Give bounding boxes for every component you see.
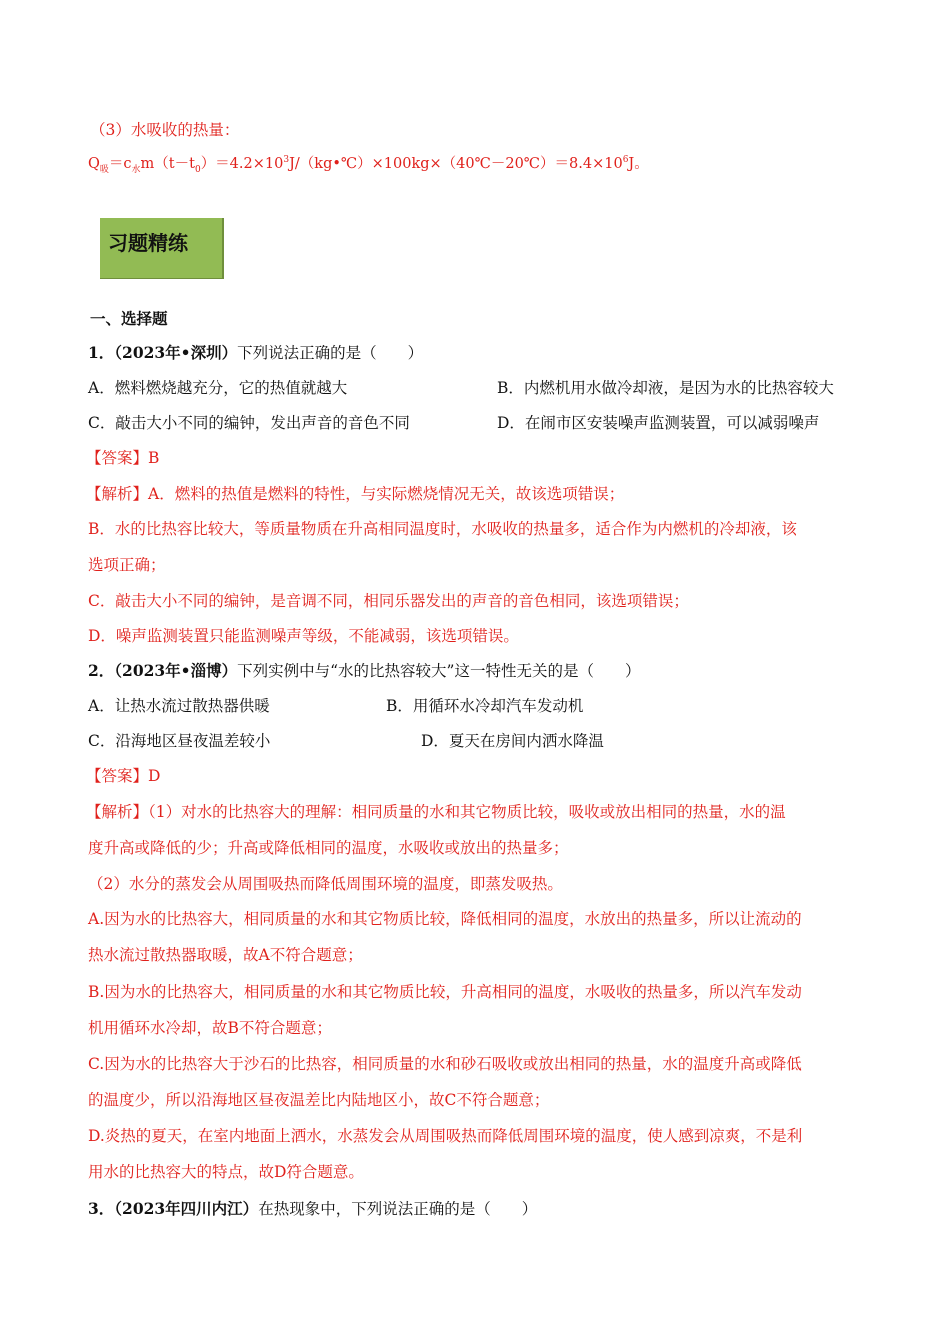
q2-option-c: C．沿海地区昼夜温差较小	[88, 732, 271, 750]
q2-option-b: B．用循环水冷却汽车发动机	[386, 697, 584, 715]
q1-answer	[86, 448, 159, 468]
q3-source: （2023年四川内江）	[114, 1199, 259, 1218]
q1-analysis-2b: 选项正确；	[88, 556, 166, 574]
q2-number: 2．	[88, 661, 115, 680]
q2-analysis-1a-text: （1）对水的比热容大的理解：相同质量的水和其它物质比较，吸收或放出相同的热量，水的温	[148, 803, 786, 821]
formula-exp2: 6	[622, 155, 629, 166]
q1-source: （2023年•深圳）	[114, 343, 238, 362]
section-header-box	[100, 218, 224, 279]
q2-analysis-d2: 用水的比热容大的特点，故D符合题意。	[88, 1163, 364, 1181]
q1-answer-value: B	[148, 449, 160, 467]
solution-part3-label: （3）水吸收的热量：	[90, 121, 240, 139]
q2-option-d: D．夏天在房间内洒水降温	[421, 732, 604, 750]
question-2-stem	[88, 661, 640, 681]
q2-stem-text: 下列实例中与“水的比热容较大”这一特性无关的是（ ）	[237, 662, 641, 680]
q2-analysis-a1: A.因为水的比热容大，相同质量的水和其它物质比较，降低相同的温度，水放出的热量多，所以让流动的	[88, 910, 802, 928]
formula-q: Q	[88, 156, 100, 172]
q2-analysis-1a	[86, 802, 786, 822]
q2-analysis-1b: 度升高或降低的少；升高或降低相同的温度，水吸收或放出的热量多；	[88, 839, 569, 857]
formula-q-sub: 吸	[99, 164, 109, 175]
q1-number: 1．	[88, 343, 115, 362]
q2-analysis-c2: 的温度少，所以沿海地区昼夜温差比内陆地区小，故C不符合题意；	[88, 1091, 550, 1109]
q2-analysis-a2: 热水流过散热器取暖，故A不符合题意；	[88, 946, 363, 964]
q1-answer-label: 【答案】	[86, 449, 149, 467]
q1-option-d: D．在闹市区安装噪声监测装置，可以减弱噪声	[497, 414, 820, 432]
q2-analysis-2: （2）水分的蒸发会从周围吸热而降低周围环境的温度，即蒸发吸热。	[88, 875, 563, 893]
q1-analysis-4: D．噪声监测装置只能监测噪声等级，不能减弱，该选项错误。	[88, 627, 519, 645]
section-title: 习题精练	[108, 231, 188, 255]
q2-option-a: A．让热水流过散热器供暖	[88, 697, 270, 715]
formula-mid: m（t－t	[140, 156, 195, 172]
question-3-stem	[88, 1199, 537, 1219]
q3-number: 3．	[88, 1199, 115, 1218]
formula-c-sub: 水	[131, 164, 141, 175]
q2-analysis-label: 【解析】	[86, 803, 149, 821]
formula-t0-sub: 0	[194, 164, 201, 175]
q1-analysis-2a: B．水的比热容比较大，等质量物质在升高相同温度时，水吸收的热量多，适合作为内燃机的冷却液，该	[88, 520, 797, 538]
q2-analysis-d1: D.炎热的夏天，在室内地面上洒水，水蒸发会从周围吸热而降低周围环境的温度，使人感到凉爽，不是利	[88, 1127, 803, 1145]
formula-rest2: J/（kg•℃）×100kg×（40℃－20℃）＝8.4×10	[289, 156, 623, 172]
heat-formula	[88, 154, 649, 174]
q1-option-c: C．敲击大小不同的编钟，发出声音的音色不同	[88, 414, 410, 432]
q2-analysis-c1: C.因为水的比热容大于沙石的比热容，相同质量的水和砂石吸收或放出相同的热量，水的温度升高或降低	[88, 1055, 802, 1073]
formula-exp1: 3	[283, 155, 290, 166]
q1-option-a: A．燃料燃烧越充分，它的热值就越大	[88, 379, 348, 397]
q1-analysis-1	[86, 484, 624, 504]
q2-answer-value: D	[148, 767, 161, 785]
q2-analysis-b1: B.因为水的比热容大，相同质量的水和其它物质比较，升高相同的温度，水吸收的热量多，所以汽车发动	[88, 983, 802, 1001]
q3-stem-text: 在热现象中，下列说法正确的是（ ）	[258, 1200, 538, 1218]
choice-heading: 一、选择题	[90, 309, 168, 328]
q1-analysis-a: A．燃料的热值是燃料的特性，与实际燃烧情况无关，故该选项错误；	[148, 485, 625, 503]
q2-analysis-b2: 机用循环水冷却，故B不符合题意；	[88, 1019, 332, 1037]
formula-rest3: J。	[628, 156, 649, 172]
q1-stem-text: 下列说法正确的是（ ）	[237, 344, 424, 362]
q1-option-b: B．内燃机用水做冷却液，是因为水的比热容较大	[497, 379, 834, 397]
q1-analysis-label: 【解析】	[86, 485, 149, 503]
formula-rest1: ）＝4.2×10	[200, 156, 284, 172]
q2-answer-label: 【答案】	[86, 767, 149, 785]
formula-eq1: ＝c	[108, 156, 132, 172]
q1-analysis-3: C．敲击大小不同的编钟，是音调不同，相同乐器发出的声音的音色相同，该选项错误；	[88, 592, 689, 610]
question-1-stem	[88, 343, 423, 363]
q2-answer	[86, 766, 160, 786]
q2-source: （2023年•淄博）	[114, 661, 238, 680]
